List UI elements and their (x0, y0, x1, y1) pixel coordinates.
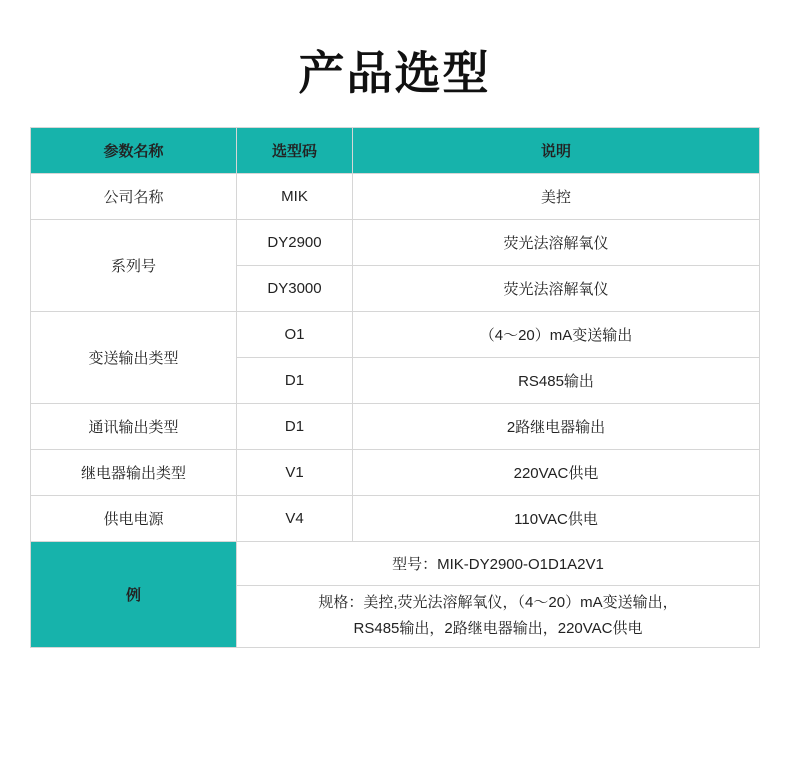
code-dy3000: DY3000 (237, 265, 353, 311)
example-spec-line-2: RS485输出，2路继电器输出，220VAC供电 (353, 620, 643, 638)
param-series-number: 系列号 (31, 219, 237, 311)
param-power-supply: 供电电源 (31, 495, 237, 541)
param-relay-output-type: 继电器输出类型 (31, 449, 237, 495)
table-header-row (31, 127, 760, 173)
param-transmit-output-type: 变送输出类型 (31, 311, 237, 403)
example-spec (237, 585, 760, 647)
desc-d1-comm: 2路继电器输出 (353, 403, 760, 449)
code-d1-comm: D1 (237, 403, 353, 449)
header-selection-code: 选型码 (237, 127, 353, 173)
selection-table-container (0, 127, 789, 648)
desc-dy3000: 荧光法溶解氧仪 (353, 265, 760, 311)
code-v4: V4 (237, 495, 353, 541)
table-row (31, 403, 760, 449)
param-comm-output-type: 通讯输出类型 (31, 403, 237, 449)
desc-d1-transmit: RS485输出 (353, 357, 760, 403)
desc-v1: 220VAC供电 (353, 449, 760, 495)
example-model: 型号：MIK-DY2900-O1D1A2V1 (237, 541, 760, 585)
code-d1-transmit: D1 (237, 357, 353, 403)
table-row (31, 219, 760, 265)
header-param-name: 参数名称 (31, 127, 237, 173)
code-v1: V1 (237, 449, 353, 495)
desc-dy2900: 荧光法溶解氧仪 (353, 219, 760, 265)
code-o1: O1 (237, 311, 353, 357)
table-row (31, 311, 760, 357)
page-title: 产品选型 (298, 47, 491, 99)
desc-mik: 美控 (353, 173, 760, 219)
table-row (31, 495, 760, 541)
example-label: 例 (31, 541, 237, 647)
table-row (31, 173, 760, 219)
code-dy2900: DY2900 (237, 219, 353, 265)
table-body (31, 173, 760, 647)
desc-o1: （4～20）mA变送输出 (353, 311, 760, 357)
param-company-name: 公司名称 (31, 173, 237, 219)
example-spec-line-1: 规格：美控,荧光法溶解氧仪，（4～20）mA变送输出， (318, 593, 678, 611)
table-header (31, 127, 760, 173)
desc-v4: 110VAC供电 (353, 495, 760, 541)
code-mik: MIK (237, 173, 353, 219)
header-description: 说明 (353, 127, 760, 173)
table-row-example (31, 541, 760, 585)
selection-table (30, 127, 760, 648)
table-row (31, 449, 760, 495)
